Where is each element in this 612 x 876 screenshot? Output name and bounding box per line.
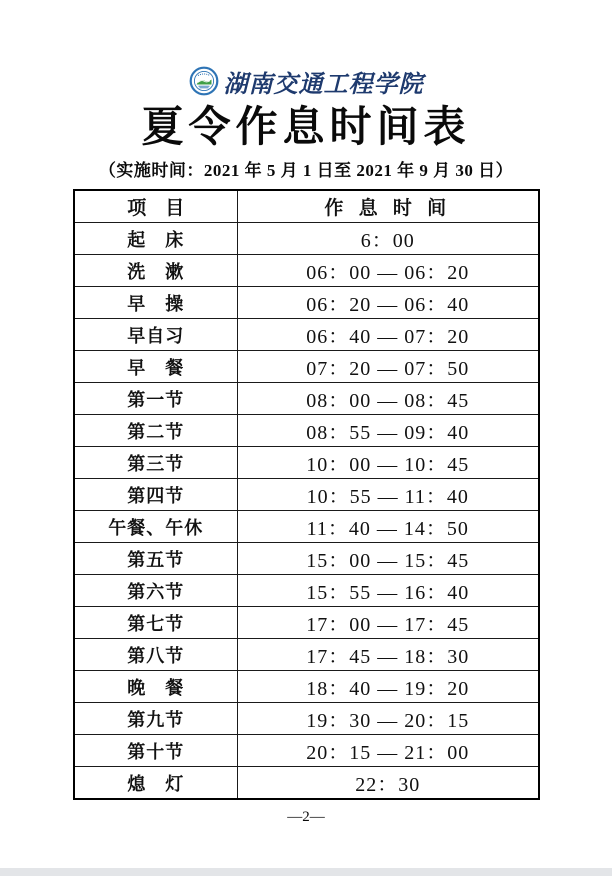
- time-cell: 19：30 — 20：15: [238, 703, 539, 735]
- time-cell: 10：00 — 10：45: [238, 447, 539, 479]
- table-row: [74, 511, 539, 543]
- effective-dates-subtitle: （实施时间：2021 年 5 月 1 日至 2021 年 9 月 30 日）: [98, 161, 514, 181]
- time-cell: 20：15 — 21：00: [238, 735, 539, 767]
- item-cell: 熄 灯: [74, 767, 238, 800]
- table-row: [74, 543, 539, 575]
- item-cell: 第一节: [74, 383, 238, 415]
- time-cell: 18：40 — 19：20: [238, 671, 539, 703]
- item-cell: 第三节: [74, 447, 238, 479]
- item-cell: 第四节: [74, 479, 238, 511]
- table-row: [74, 639, 539, 671]
- table-row: [74, 351, 539, 383]
- time-cell: 17：00 — 17：45: [238, 607, 539, 639]
- page-bottom-edge: [0, 868, 612, 876]
- item-cell: 早 餐: [74, 351, 238, 383]
- item-cell: 早自习: [74, 319, 238, 351]
- time-cell: 6：00: [238, 223, 539, 255]
- table-row: [74, 671, 539, 703]
- school-logo-icon: [189, 66, 219, 96]
- item-cell: 第七节: [74, 607, 238, 639]
- page-number: —2—: [287, 809, 325, 826]
- time-cell: 10：55 — 11：40: [238, 479, 539, 511]
- table-row: [74, 415, 539, 447]
- time-cell: 15：55 — 16：40: [238, 575, 539, 607]
- time-cell: 15：00 — 15：45: [238, 543, 539, 575]
- table-header-row: [74, 190, 539, 223]
- page-title: 夏令作息时间表: [141, 103, 471, 150]
- item-cell: 午餐、午休: [74, 511, 238, 543]
- header-time-column: 作 息 时 间: [238, 190, 539, 223]
- table-row: [74, 575, 539, 607]
- item-cell: 第六节: [74, 575, 238, 607]
- item-cell: 第八节: [74, 639, 238, 671]
- table-row: [74, 479, 539, 511]
- item-cell: 第九节: [74, 703, 238, 735]
- schedule-table: [73, 189, 540, 800]
- table-row: [74, 607, 539, 639]
- school-name: 湖南交通工程学院: [223, 68, 424, 98]
- time-cell: 06：20 — 06：40: [238, 287, 539, 319]
- item-cell: 晚 餐: [74, 671, 238, 703]
- item-cell: 第五节: [74, 543, 238, 575]
- item-cell: 第二节: [74, 415, 238, 447]
- table-row: [74, 319, 539, 351]
- table-row: [74, 447, 539, 479]
- item-cell: 第十节: [74, 735, 238, 767]
- table-row: [74, 383, 539, 415]
- item-cell: 起 床: [74, 223, 238, 255]
- item-cell: 洗 漱: [74, 255, 238, 287]
- time-cell: 22：30: [238, 767, 539, 800]
- table-row: [74, 255, 539, 287]
- time-cell: 08：55 — 09：40: [238, 415, 539, 447]
- time-cell: 11：40 — 14：50: [238, 511, 539, 543]
- time-cell: 17：45 — 18：30: [238, 639, 539, 671]
- table-row: [74, 223, 539, 255]
- item-cell: 早 操: [74, 287, 238, 319]
- table-row: [74, 767, 539, 800]
- time-cell: 06：00 — 06：20: [238, 255, 539, 287]
- table-row: [74, 735, 539, 767]
- time-cell: 08：00 — 08：45: [238, 383, 539, 415]
- header-item-column: 项 目: [74, 190, 238, 223]
- school-banner: [0, 62, 612, 100]
- time-cell: 07：20 — 07：50: [238, 351, 539, 383]
- time-cell: 06：40 — 07：20: [238, 319, 539, 351]
- table-row: [74, 703, 539, 735]
- table-row: [74, 287, 539, 319]
